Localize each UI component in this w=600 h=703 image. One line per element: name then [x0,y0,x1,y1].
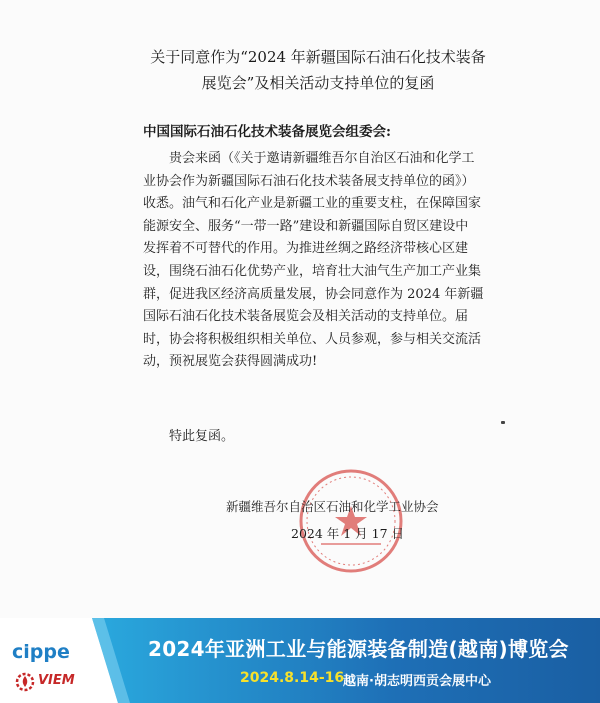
letter-body-line: 设，围绕石油石化优势产业，培育壮大油气生产加工产业集 [143,263,482,279]
letter-body-line: 国际石油石化技术装备展览会及相关活动的支持单位。届 [143,309,469,325]
letter-title-line-1: 关于同意作为“2024 年新疆国际石油石化技术装备 [150,48,486,66]
letter-body-line: 业协会作为新疆国际石油石化技术装备展支持单位的函》） [143,173,475,189]
letter-body [143,148,483,374]
gear-flame-icon [14,671,36,693]
expo-venue: 越南·胡志明西贡会展中心 [343,674,491,689]
official-seal-icon [296,466,406,576]
letter-body-line: 群，促进我区经济高质量发展，协会同意作为 2024 年新疆 [143,286,484,302]
expo-date: 2024.8.14-16 [240,670,345,686]
letter-body-line: 发挥着不可替代的作用。为推进丝绸之路经济带核心区建 [143,241,469,257]
viem-logo: VIEM [38,673,75,688]
letter-closing: 特此复函。 [169,429,235,444]
scan-speck [501,421,505,424]
letter-body-line: 动，预祝展览会获得圆满成功! [143,354,318,370]
letter-title [118,44,518,96]
letter-body-line: 收悉。油气和石化产业是新疆工业的重要支柱，在保障国家 [143,196,482,212]
signature-organization: 新疆维吾尔自治区石油和化学工业协会 [226,499,439,514]
letter-body-line: 时，协会将积极组织相关单位、人员参观，参与相关交流活 [143,331,482,347]
letter-recipient: 中国国际石油石化技术装备展览会组委会: [143,124,391,140]
signature-date: 2024 年 1 月 17 日 [291,526,405,541]
letter-body-line: 贵会来函（《关于邀请新疆维吾尔自治区石油和化学工 [169,151,475,166]
letter-title-line-2: 展览会”及相关活动支持单位的复函 [201,74,435,92]
expo-title: 2024年亚洲工业与能源装备制造(越南)博览会 [148,637,569,661]
expo-banner [0,618,600,703]
letter-body-line: 能源安全、服务“一带一路”建设和新疆国际自贸区建设中 [143,218,469,234]
cippe-logo: cippe [12,641,70,663]
